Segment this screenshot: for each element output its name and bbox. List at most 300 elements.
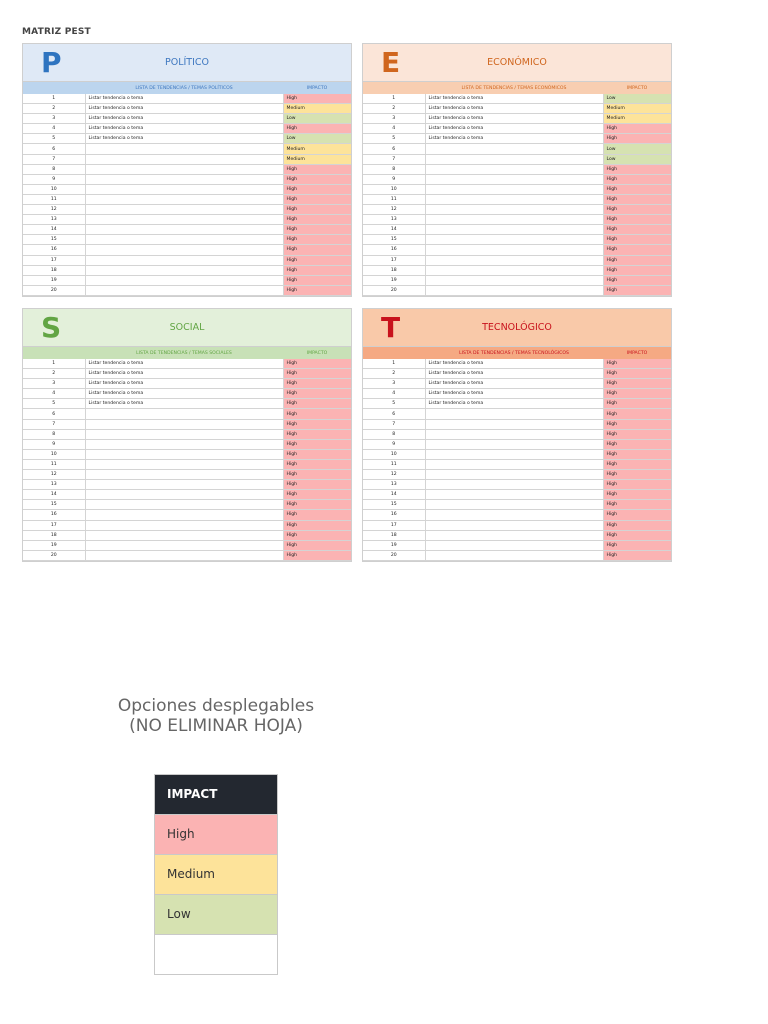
impact-dropdown[interactable]: High — [603, 369, 671, 379]
table-row — [23, 164, 351, 174]
table-row — [23, 184, 351, 194]
row-number: 17 — [363, 520, 425, 530]
table-row — [363, 419, 671, 429]
table-row — [23, 94, 351, 104]
impact-dropdown[interactable]: Medium — [283, 154, 351, 164]
table-row — [363, 399, 671, 409]
trend-cell[interactable] — [425, 500, 603, 510]
trend-cell[interactable] — [425, 174, 603, 184]
trend-cell[interactable]: Listar tendencia o tema — [85, 379, 283, 389]
trend-cell[interactable]: Listar tendencia o tema — [85, 369, 283, 379]
row-number: 19 — [363, 275, 425, 285]
row-number: 20 — [363, 285, 425, 295]
trend-cell[interactable] — [425, 164, 603, 174]
impact-dropdown[interactable]: High — [283, 510, 351, 520]
row-number: 17 — [23, 255, 85, 265]
impact-dropdown[interactable]: High — [603, 449, 671, 459]
impact-dropdown[interactable]: High — [283, 389, 351, 399]
impact-dropdown[interactable]: High — [603, 194, 671, 204]
row-number: 11 — [23, 459, 85, 469]
trend-cell[interactable] — [85, 164, 283, 174]
impact-dropdown[interactable]: High — [283, 164, 351, 174]
impact-dropdown[interactable]: Medium — [603, 104, 671, 114]
table-row — [363, 194, 671, 204]
row-number: 16 — [363, 245, 425, 255]
row-number: 6 — [23, 144, 85, 154]
table-row — [23, 285, 351, 295]
table-row — [363, 470, 671, 480]
table-row — [363, 490, 671, 500]
table-row — [23, 480, 351, 490]
table-row — [363, 449, 671, 459]
trend-cell[interactable] — [425, 459, 603, 469]
trend-cell[interactable]: Listar tendencia o tema — [85, 114, 283, 124]
row-number: 6 — [363, 144, 425, 154]
row-number: 7 — [363, 419, 425, 429]
table-row — [363, 379, 671, 389]
table-row — [363, 265, 671, 275]
list-column-header: LISTA DE TENDENCIAS / TEMAS SOCIALES — [136, 350, 232, 356]
number-column-header — [23, 82, 85, 94]
impact-dropdown[interactable]: Low — [603, 94, 671, 104]
trends-table — [363, 347, 671, 561]
table-row — [23, 275, 351, 285]
impact-dropdown[interactable]: High — [283, 124, 351, 134]
table-row — [363, 225, 671, 235]
impact-dropdown[interactable]: Low — [603, 144, 671, 154]
trend-cell[interactable] — [85, 459, 283, 469]
impact-dropdown[interactable]: High — [283, 205, 351, 215]
trend-cell[interactable] — [85, 480, 283, 490]
impact-dropdown[interactable]: High — [603, 540, 671, 550]
table-row — [363, 235, 671, 245]
row-number: 20 — [23, 550, 85, 560]
quadrant-title: POLÍTICO — [164, 57, 210, 68]
trend-cell[interactable] — [85, 194, 283, 204]
table-row — [363, 520, 671, 530]
trend-cell[interactable]: Listar tendencia o tema — [85, 389, 283, 399]
impact-dropdown[interactable]: High — [603, 480, 671, 490]
impact-dropdown[interactable]: High — [603, 245, 671, 255]
impact-dropdown[interactable]: High — [603, 275, 671, 285]
impact-dropdown[interactable]: High — [283, 419, 351, 429]
impact-dropdown[interactable]: High — [603, 409, 671, 419]
impact-dropdown[interactable]: High — [603, 550, 671, 560]
impact-dropdown[interactable]: High — [283, 215, 351, 225]
table-row — [23, 490, 351, 500]
row-number: 14 — [363, 225, 425, 235]
trend-cell[interactable] — [85, 439, 283, 449]
row-number: 18 — [363, 530, 425, 540]
row-number: 8 — [363, 429, 425, 439]
trend-cell[interactable]: Listar tendencia o tema — [85, 94, 283, 104]
trend-cell[interactable] — [425, 520, 603, 530]
quadrant-letter: E — [381, 46, 401, 79]
table-row — [23, 439, 351, 449]
impact-dropdown[interactable]: High — [603, 429, 671, 439]
table-row — [23, 530, 351, 540]
impact-dropdown[interactable]: High — [283, 359, 351, 369]
trend-cell[interactable] — [85, 550, 283, 560]
impact-dropdown[interactable]: High — [603, 265, 671, 275]
trend-cell[interactable] — [425, 144, 603, 154]
table-row — [363, 255, 671, 265]
impact-dropdown[interactable]: High — [603, 124, 671, 134]
impact-dropdown[interactable]: High — [283, 194, 351, 204]
row-number: 12 — [363, 205, 425, 215]
table-row — [23, 389, 351, 399]
impact-dropdown[interactable]: High — [283, 184, 351, 194]
row-number: 16 — [23, 510, 85, 520]
impact-dropdown[interactable]: High — [603, 510, 671, 520]
quadrant-header — [363, 44, 671, 82]
trend-cell[interactable] — [425, 540, 603, 550]
impact-dropdown[interactable]: Medium — [283, 144, 351, 154]
row-number: 1 — [363, 359, 425, 369]
row-number: 3 — [23, 114, 85, 124]
trend-cell[interactable] — [425, 449, 603, 459]
row-number: 19 — [23, 540, 85, 550]
trend-cell[interactable] — [85, 255, 283, 265]
row-number: 11 — [363, 459, 425, 469]
table-header-row — [363, 82, 671, 94]
row-number: 12 — [23, 470, 85, 480]
row-number: 4 — [23, 124, 85, 134]
trend-cell[interactable] — [425, 245, 603, 255]
impact-dropdown[interactable]: High — [283, 275, 351, 285]
row-number: 18 — [23, 265, 85, 275]
trend-cell[interactable] — [425, 419, 603, 429]
trend-cell[interactable]: Listar tendencia o tema — [85, 399, 283, 409]
trend-cell[interactable] — [425, 285, 603, 295]
row-number: 14 — [363, 490, 425, 500]
trend-cell[interactable] — [425, 470, 603, 480]
impact-option[interactable] — [155, 935, 277, 974]
impact-dropdown[interactable]: Medium — [603, 114, 671, 124]
table-row — [363, 94, 671, 104]
impact-option[interactable]: Medium — [155, 855, 277, 895]
trend-cell[interactable] — [85, 215, 283, 225]
impact-dropdown[interactable]: High — [283, 459, 351, 469]
impact-dropdown[interactable]: High — [603, 215, 671, 225]
trend-cell[interactable] — [85, 500, 283, 510]
impact-column-header: IMPACTO — [626, 350, 648, 356]
row-number: 11 — [363, 194, 425, 204]
trend-cell[interactable] — [85, 409, 283, 419]
impact-dropdown[interactable]: High — [603, 379, 671, 389]
row-number: 8 — [23, 164, 85, 174]
impact-dropdown[interactable]: High — [603, 205, 671, 215]
impact-dropdown[interactable]: High — [603, 490, 671, 500]
trend-cell[interactable] — [425, 490, 603, 500]
impact-dropdown[interactable]: High — [283, 530, 351, 540]
table-row — [363, 500, 671, 510]
number-column-header — [363, 347, 425, 359]
impact-dropdown[interactable]: High — [283, 285, 351, 295]
impact-dropdown[interactable]: High — [603, 389, 671, 399]
table-row — [363, 275, 671, 285]
table-row — [363, 530, 671, 540]
impact-dropdown[interactable]: High — [283, 399, 351, 409]
table-row — [363, 124, 671, 134]
table-row — [23, 154, 351, 164]
trend-cell[interactable] — [85, 429, 283, 439]
impact-dropdown[interactable]: High — [603, 439, 671, 449]
trend-cell[interactable]: Listar tendencia o tema — [425, 379, 603, 389]
table-row — [23, 235, 351, 245]
table-row — [23, 520, 351, 530]
impact-dropdown[interactable]: High — [603, 235, 671, 245]
row-number: 5 — [363, 134, 425, 144]
quadrant-social — [22, 308, 352, 562]
trend-cell[interactable]: Listar tendencia o tema — [85, 124, 283, 134]
trend-cell[interactable] — [425, 184, 603, 194]
impact-dropdown[interactable]: High — [283, 550, 351, 560]
impact-dropdown[interactable]: High — [283, 255, 351, 265]
row-number: 2 — [23, 104, 85, 114]
impact-dropdown[interactable]: High — [603, 419, 671, 429]
row-number: 12 — [363, 470, 425, 480]
trend-cell[interactable]: Listar tendencia o tema — [425, 399, 603, 409]
row-number: 5 — [363, 399, 425, 409]
impact-dropdown[interactable]: High — [603, 520, 671, 530]
impact-dropdown[interactable]: High — [603, 530, 671, 540]
trend-cell[interactable] — [85, 174, 283, 184]
table-row — [23, 470, 351, 480]
table-row — [363, 359, 671, 369]
trend-cell[interactable] — [85, 235, 283, 245]
trend-cell[interactable] — [425, 429, 603, 439]
row-number: 20 — [363, 550, 425, 560]
row-number: 2 — [363, 104, 425, 114]
trend-cell[interactable] — [425, 275, 603, 285]
trend-cell[interactable]: Listar tendencia o tema — [85, 359, 283, 369]
trend-cell[interactable] — [85, 205, 283, 215]
row-number: 7 — [363, 154, 425, 164]
trend-cell[interactable] — [85, 490, 283, 500]
impact-dropdown[interactable]: High — [603, 500, 671, 510]
row-number: 18 — [363, 265, 425, 275]
trend-cell[interactable] — [85, 154, 283, 164]
impact-dropdown[interactable]: High — [283, 500, 351, 510]
impact-column-header: IMPACTO — [626, 85, 648, 91]
impact-dropdown[interactable]: High — [603, 399, 671, 409]
impact-dropdown[interactable]: High — [283, 470, 351, 480]
impact-dropdown[interactable]: High — [283, 540, 351, 550]
trend-cell[interactable]: Listar tendencia o tema — [425, 114, 603, 124]
trend-cell[interactable] — [425, 439, 603, 449]
trend-cell[interactable] — [85, 285, 283, 295]
trend-cell[interactable] — [85, 144, 283, 154]
quadrant-politico — [22, 43, 352, 297]
quadrant-header — [23, 309, 351, 347]
table-row — [23, 449, 351, 459]
trend-cell[interactable]: Listar tendencia o tema — [425, 134, 603, 144]
table-row — [363, 174, 671, 184]
impact-dropdown[interactable]: High — [603, 225, 671, 235]
trend-cell[interactable]: Listar tendencia o tema — [425, 124, 603, 134]
table-row — [363, 429, 671, 439]
table-row — [23, 550, 351, 560]
trend-cell[interactable] — [85, 520, 283, 530]
trend-cell[interactable] — [425, 194, 603, 204]
trend-cell[interactable]: Listar tendencia o tema — [425, 94, 603, 104]
row-number: 9 — [23, 439, 85, 449]
impact-dropdown[interactable]: High — [283, 520, 351, 530]
table-row — [23, 174, 351, 184]
row-number: 9 — [23, 174, 85, 184]
trend-cell[interactable] — [85, 265, 283, 275]
row-number: 2 — [23, 369, 85, 379]
trend-cell[interactable] — [425, 215, 603, 225]
impact-dropdown[interactable]: High — [603, 285, 671, 295]
table-header-row — [23, 82, 351, 94]
impact-dropdown[interactable]: High — [283, 245, 351, 255]
impact-dropdown[interactable]: High — [283, 174, 351, 184]
impact-options-header: IMPACT — [155, 775, 277, 815]
table-row — [363, 480, 671, 490]
impact-dropdown[interactable]: High — [603, 174, 671, 184]
impact-dropdown[interactable]: High — [283, 409, 351, 419]
impact-dropdown[interactable]: Medium — [283, 104, 351, 114]
impact-dropdown[interactable]: Low — [603, 154, 671, 164]
impact-dropdown[interactable]: High — [603, 459, 671, 469]
impact-dropdown[interactable]: High — [283, 429, 351, 439]
row-number: 4 — [363, 124, 425, 134]
row-number: 15 — [23, 500, 85, 510]
trend-cell[interactable]: Listar tendencia o tema — [425, 369, 603, 379]
quadrant-title: SOCIAL — [169, 322, 205, 333]
table-row — [23, 104, 351, 114]
impact-dropdown[interactable]: High — [603, 470, 671, 480]
trend-cell[interactable] — [425, 154, 603, 164]
impact-column-header: IMPACTO — [306, 350, 328, 356]
trend-cell[interactable]: Listar tendencia o tema — [85, 104, 283, 114]
quadrant-economico — [362, 43, 672, 297]
impact-options-table — [154, 774, 278, 975]
impact-dropdown[interactable]: High — [283, 235, 351, 245]
impact-dropdown[interactable]: High — [603, 255, 671, 265]
table-row — [363, 550, 671, 560]
impact-dropdown[interactable]: High — [283, 369, 351, 379]
quadrant-letter: T — [381, 311, 401, 344]
table-row — [23, 379, 351, 389]
row-number: 7 — [23, 419, 85, 429]
table-row — [23, 144, 351, 154]
trend-cell[interactable] — [85, 540, 283, 550]
table-row — [23, 114, 351, 124]
trend-cell[interactable] — [425, 480, 603, 490]
impact-dropdown[interactable]: High — [283, 490, 351, 500]
impact-option[interactable]: Low — [155, 895, 277, 935]
impact-dropdown[interactable]: High — [603, 359, 671, 369]
trend-cell[interactable] — [425, 510, 603, 520]
row-number: 2 — [363, 369, 425, 379]
impact-dropdown[interactable]: High — [283, 480, 351, 490]
table-row — [363, 154, 671, 164]
table-row — [23, 265, 351, 275]
trend-cell[interactable]: Listar tendencia o tema — [425, 389, 603, 399]
trend-cell[interactable]: Listar tendencia o tema — [425, 359, 603, 369]
table-row — [23, 399, 351, 409]
trend-cell[interactable] — [425, 550, 603, 560]
trend-cell[interactable] — [85, 530, 283, 540]
trend-cell[interactable] — [85, 245, 283, 255]
impact-dropdown[interactable]: High — [283, 265, 351, 275]
row-number: 1 — [23, 359, 85, 369]
row-number: 1 — [23, 94, 85, 104]
trend-cell[interactable] — [425, 235, 603, 245]
impact-dropdown[interactable]: High — [283, 94, 351, 104]
row-number: 19 — [23, 275, 85, 285]
trends-table — [23, 347, 351, 561]
row-number: 10 — [23, 184, 85, 194]
row-number: 11 — [23, 194, 85, 204]
impact-dropdown[interactable]: High — [283, 449, 351, 459]
table-row — [363, 285, 671, 295]
trend-cell[interactable] — [85, 449, 283, 459]
row-number: 13 — [363, 480, 425, 490]
row-number: 16 — [363, 510, 425, 520]
trends-table — [363, 82, 671, 296]
table-row — [23, 500, 351, 510]
table-row — [23, 124, 351, 134]
trend-cell[interactable] — [425, 530, 603, 540]
trend-cell[interactable] — [425, 255, 603, 265]
trend-cell[interactable]: Listar tendencia o tema — [425, 104, 603, 114]
trend-cell[interactable] — [85, 184, 283, 194]
row-number: 18 — [23, 530, 85, 540]
trend-cell[interactable] — [425, 205, 603, 215]
row-number: 13 — [23, 215, 85, 225]
trend-cell[interactable] — [85, 225, 283, 235]
row-number: 6 — [23, 409, 85, 419]
table-row — [23, 255, 351, 265]
table-row — [23, 359, 351, 369]
impact-dropdown[interactable]: High — [283, 379, 351, 389]
trend-cell[interactable] — [85, 275, 283, 285]
impact-dropdown[interactable]: High — [603, 134, 671, 144]
trend-cell[interactable] — [425, 265, 603, 275]
trend-cell[interactable] — [85, 470, 283, 480]
impact-column-header: IMPACTO — [306, 85, 328, 91]
trend-cell[interactable] — [425, 225, 603, 235]
table-row — [23, 205, 351, 215]
row-number: 9 — [363, 439, 425, 449]
row-number: 14 — [23, 490, 85, 500]
table-row — [363, 215, 671, 225]
trend-cell[interactable] — [425, 409, 603, 419]
impact-option[interactable]: High — [155, 815, 277, 855]
row-number: 17 — [23, 520, 85, 530]
impact-dropdown[interactable]: Low — [283, 114, 351, 124]
trend-cell[interactable] — [85, 510, 283, 520]
options-title-line1: Opciones desplegables — [117, 696, 315, 716]
table-row — [23, 134, 351, 144]
impact-dropdown[interactable]: High — [283, 225, 351, 235]
trend-cell[interactable]: Listar tendencia o tema — [85, 134, 283, 144]
impact-dropdown[interactable]: High — [603, 164, 671, 174]
row-number: 1 — [363, 94, 425, 104]
table-row — [363, 144, 671, 154]
quadrant-tecnologico — [362, 308, 672, 562]
row-number: 6 — [363, 409, 425, 419]
impact-dropdown[interactable]: Low — [283, 134, 351, 144]
trend-cell[interactable] — [85, 419, 283, 429]
row-number: 15 — [363, 235, 425, 245]
impact-dropdown[interactable]: High — [283, 439, 351, 449]
impact-dropdown[interactable]: High — [603, 184, 671, 194]
